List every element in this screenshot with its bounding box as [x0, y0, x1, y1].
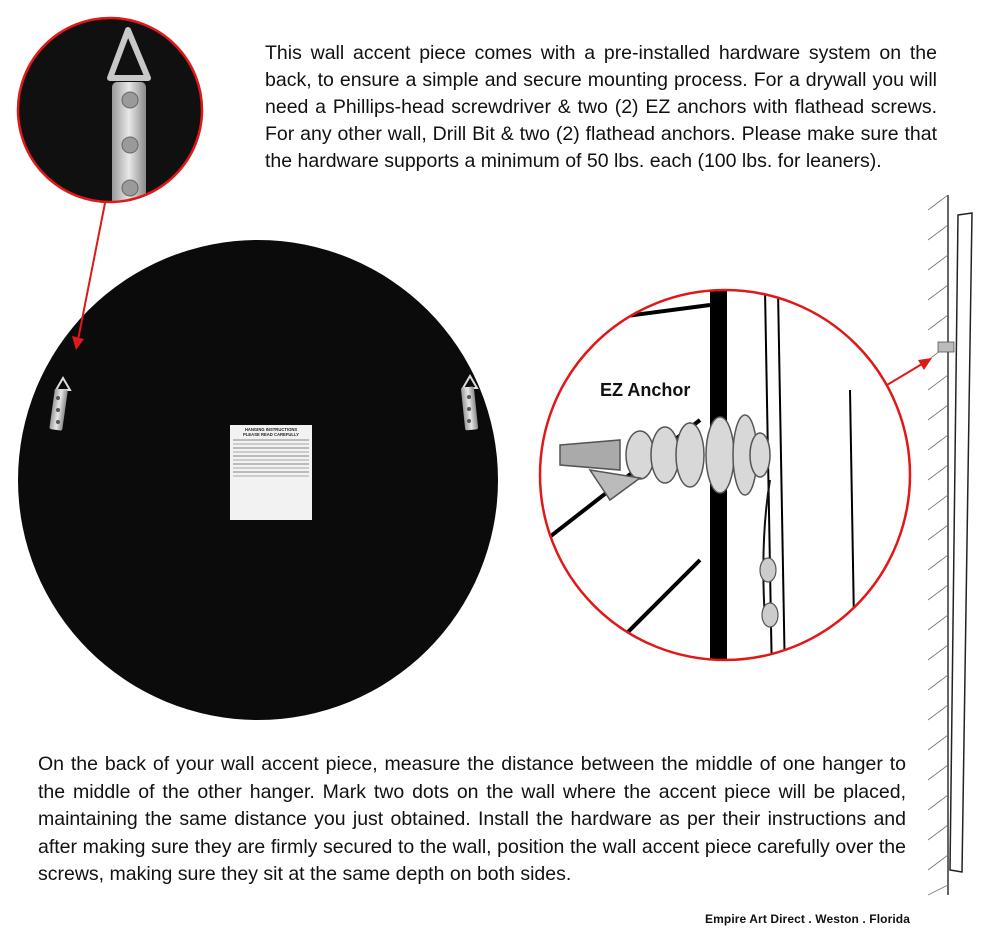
- hanging-instructions-label: [230, 425, 312, 520]
- footer-credit: Empire Art Direct . Weston . Florida: [705, 912, 910, 926]
- anchor-zoom-circle: [520, 290, 910, 680]
- hanging-label-fine-print: [233, 439, 309, 477]
- wall-profile: [928, 195, 972, 895]
- hanging-label-heading: HANGING INSTRUCTIONS PLEASE READ CAREFULLY: [243, 427, 299, 437]
- intro-paragraph: This wall accent piece comes with a pre-installed hardware system on the back, to ensure a simple and secure mounting process. For a drywall you will need a Phillips-head screwdriver & two (2) EZ anchors with flathead screws. For any other wall, Drill Bit & two (2) flathead anchors. Please make sure that the hardware supports a minimum of 50 lbs. each (100 lbs. for leaners).: [265, 42, 937, 172]
- ez-anchor-label: EZ Anchor: [600, 380, 691, 400]
- instructions-paragraph: On the back of your wall accent piece, measure the distance between the middle of one hanger to the middle of the other hanger. Mark two dots on the wall where the accent piece will be placed, maintaining the same distance you just obtained. Install the hardware as per their instructions and after making sure they are firmly secured to the wall, position the wall accent piece carefully over the screws, making sure they sit at the same depth on both sides.: [38, 753, 906, 885]
- hanger-zoom-circle: [18, 18, 202, 212]
